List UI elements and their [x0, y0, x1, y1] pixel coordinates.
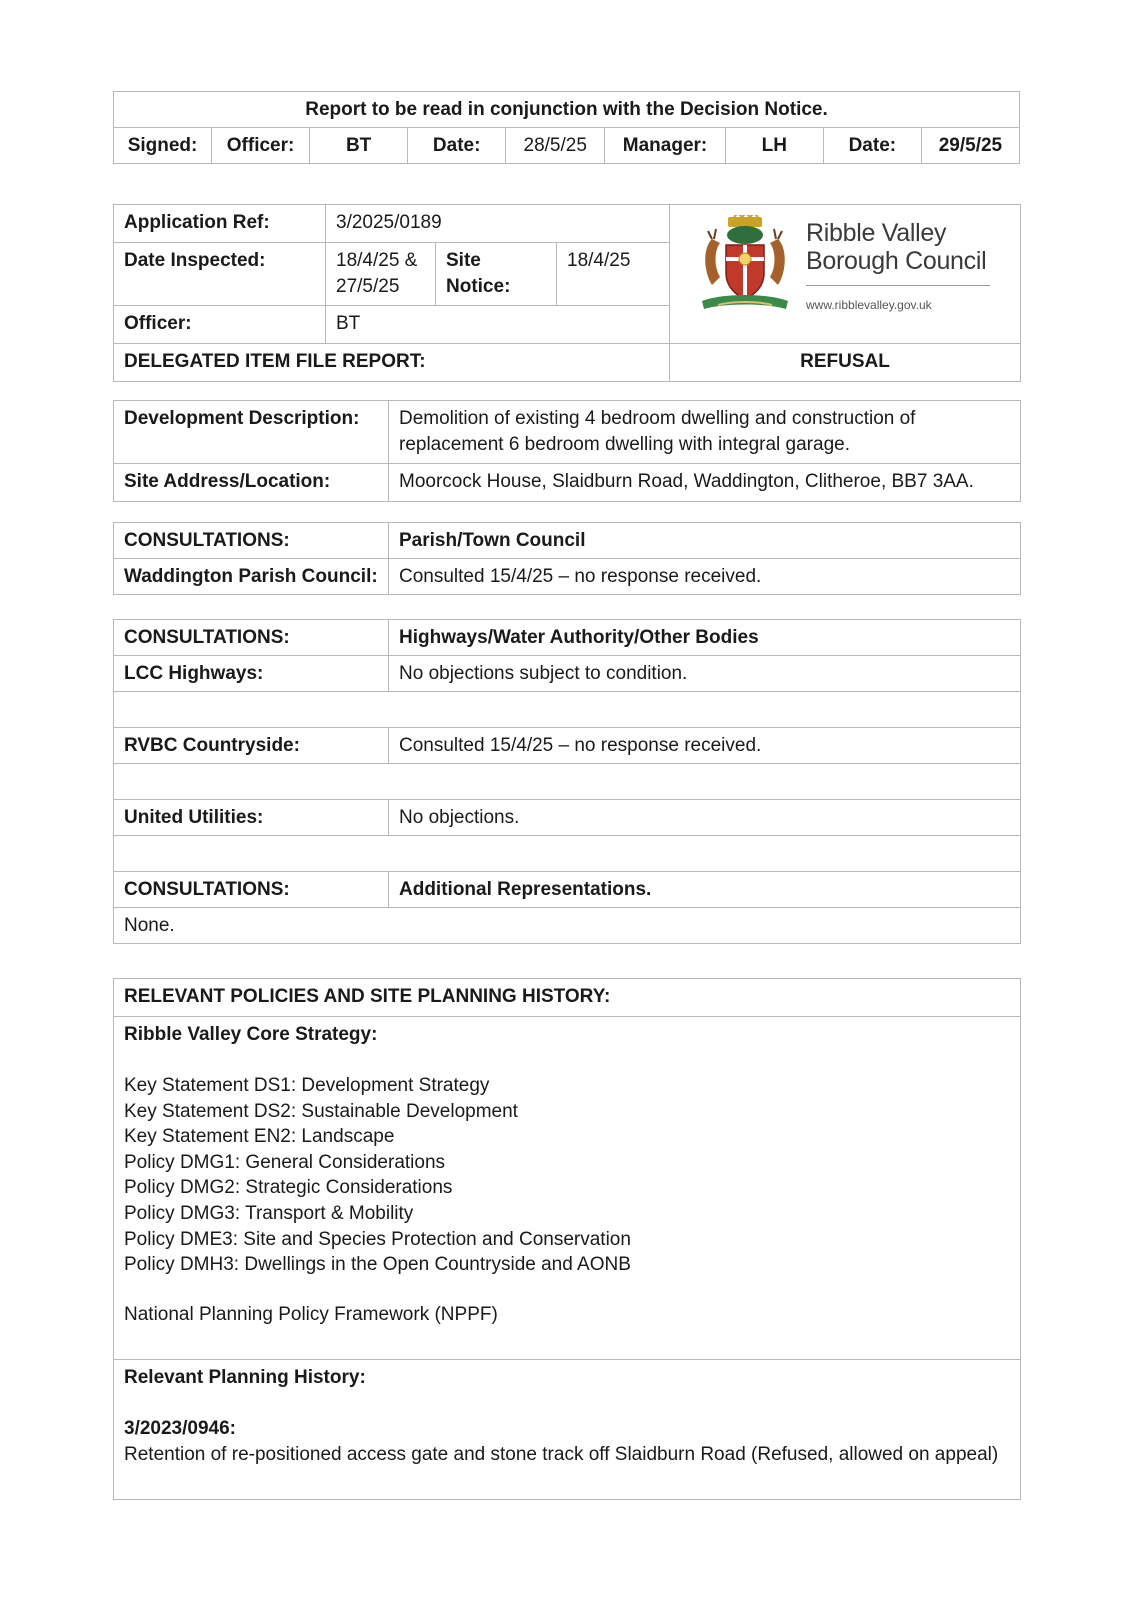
- consultee-label: United Utilities:: [114, 800, 389, 836]
- application-ref-value: 3/2025/0189: [326, 205, 670, 243]
- date-value: 28/5/25: [506, 128, 605, 164]
- date-label: Date:: [408, 128, 506, 164]
- consultee-label: RVBC Countryside:: [114, 728, 389, 764]
- development-table: [113, 400, 1021, 502]
- coat-of-arms-icon: [698, 215, 792, 313]
- application-ref-label: Application Ref:: [114, 205, 326, 243]
- spacer-row: [114, 836, 1021, 872]
- additional-representations-heading: Additional Representations.: [389, 872, 1021, 908]
- officer-value: BT: [326, 306, 670, 344]
- site-address-label: Site Address/Location:: [114, 464, 389, 502]
- planning-history-section: [114, 1360, 1021, 1500]
- planning-history-heading: Relevant Planning History:: [124, 1367, 366, 1388]
- officer-label: Officer:: [114, 306, 326, 344]
- spacer-row: [114, 764, 1021, 800]
- consultations-heading: Parish/Town Council: [389, 523, 1021, 559]
- bodies-consultation-table: [113, 619, 1021, 944]
- consultee-label: LCC Highways:: [114, 656, 389, 692]
- history-ref: 3/2023/0946:: [124, 1418, 236, 1439]
- consultations-label: CONSULTATIONS:: [114, 523, 389, 559]
- core-strategy-section: [114, 1017, 1021, 1360]
- officer-label: Officer:: [212, 128, 310, 164]
- logo-divider: [806, 285, 990, 286]
- signoff-table: [113, 91, 1020, 164]
- parish-consultation-table: [113, 522, 1021, 595]
- logo-name-line1: Ribble Valley: [806, 219, 947, 247]
- policy-item: Policy DMH3: Dwellings in the Open Countryside and AONB: [124, 1254, 631, 1276]
- site-notice-label: Site Notice:: [436, 243, 557, 306]
- policies-heading: RELEVANT POLICIES AND SITE PLANNING HISTORY:: [114, 979, 1021, 1017]
- development-description-label: Development Description:: [114, 401, 389, 464]
- consultee-response: No objections.: [389, 800, 1021, 836]
- core-strategy-heading: Ribble Valley Core Strategy:: [124, 1024, 378, 1045]
- officer-value: BT: [310, 128, 408, 164]
- consultations-label: CONSULTATIONS:: [114, 620, 389, 656]
- manager-date-value: 29/5/25: [921, 128, 1019, 164]
- application-table: [113, 204, 1021, 382]
- policy-item: Policy DMG2: Strategic Considerations: [124, 1177, 453, 1199]
- development-description-value: Demolition of existing 4 bedroom dwelling and construction of replacement 6 bedroom dwelling with integral garage.: [389, 401, 1021, 464]
- consultee-response: Consulted 15/4/25 – no response received.: [389, 728, 1021, 764]
- manager-value: LH: [725, 128, 823, 164]
- logo-url: www.ribblevalley.gov.uk: [806, 298, 932, 312]
- site-address-value: Moorcock House, Slaidburn Road, Waddington, Clitheroe, BB7 3AA.: [389, 464, 1021, 502]
- history-text: Retention of re-positioned access gate and stone track off Slaidburn Road (Refused, allowed on appeal): [124, 1444, 999, 1465]
- manager-date-label: Date:: [823, 128, 921, 164]
- report-type-label: DELEGATED ITEM FILE REPORT:: [114, 344, 670, 382]
- parish-council-value: Consulted 15/4/25 – no response received.: [389, 559, 1021, 595]
- date-inspected-value: 18/4/25 & 27/5/25: [326, 243, 436, 306]
- parish-council-label: Waddington Parish Council:: [114, 559, 389, 595]
- report-title: Report to be read in conjunction with the Decision Notice.: [114, 92, 1020, 128]
- consultee-response: No objections subject to condition.: [389, 656, 1021, 692]
- policy-item: Policy DMG1: General Considerations: [124, 1151, 446, 1173]
- signed-label: Signed:: [114, 128, 212, 164]
- logo-name-line2: Borough Council: [806, 247, 987, 275]
- date-inspected-label: Date Inspected:: [114, 243, 326, 306]
- policy-item: Key Statement DS1: Development Strategy: [124, 1075, 490, 1096]
- consultations-heading: Highways/Water Authority/Other Bodies: [389, 620, 1021, 656]
- additional-representations-text: None.: [114, 908, 1021, 944]
- policy-item: Key Statement EN2: Landscape: [124, 1126, 395, 1148]
- policies-table: [113, 978, 1021, 1500]
- spacer-row: [114, 692, 1021, 728]
- decision-value: REFUSAL: [670, 344, 1021, 382]
- policy-item: Policy DME3: Site and Species Protection and Conservation: [124, 1228, 631, 1250]
- consultations-label: CONSULTATIONS:: [114, 872, 389, 908]
- nppf-item: National Planning Policy Framework (NPPF): [124, 1303, 498, 1325]
- policy-item: Key Statement DS2: Sustainable Development: [124, 1100, 518, 1122]
- site-notice-value: 18/4/25: [557, 243, 670, 306]
- manager-label: Manager:: [605, 128, 726, 164]
- policy-item: Policy DMG3: Transport & Mobility: [124, 1202, 414, 1224]
- council-logo: [670, 205, 1021, 344]
